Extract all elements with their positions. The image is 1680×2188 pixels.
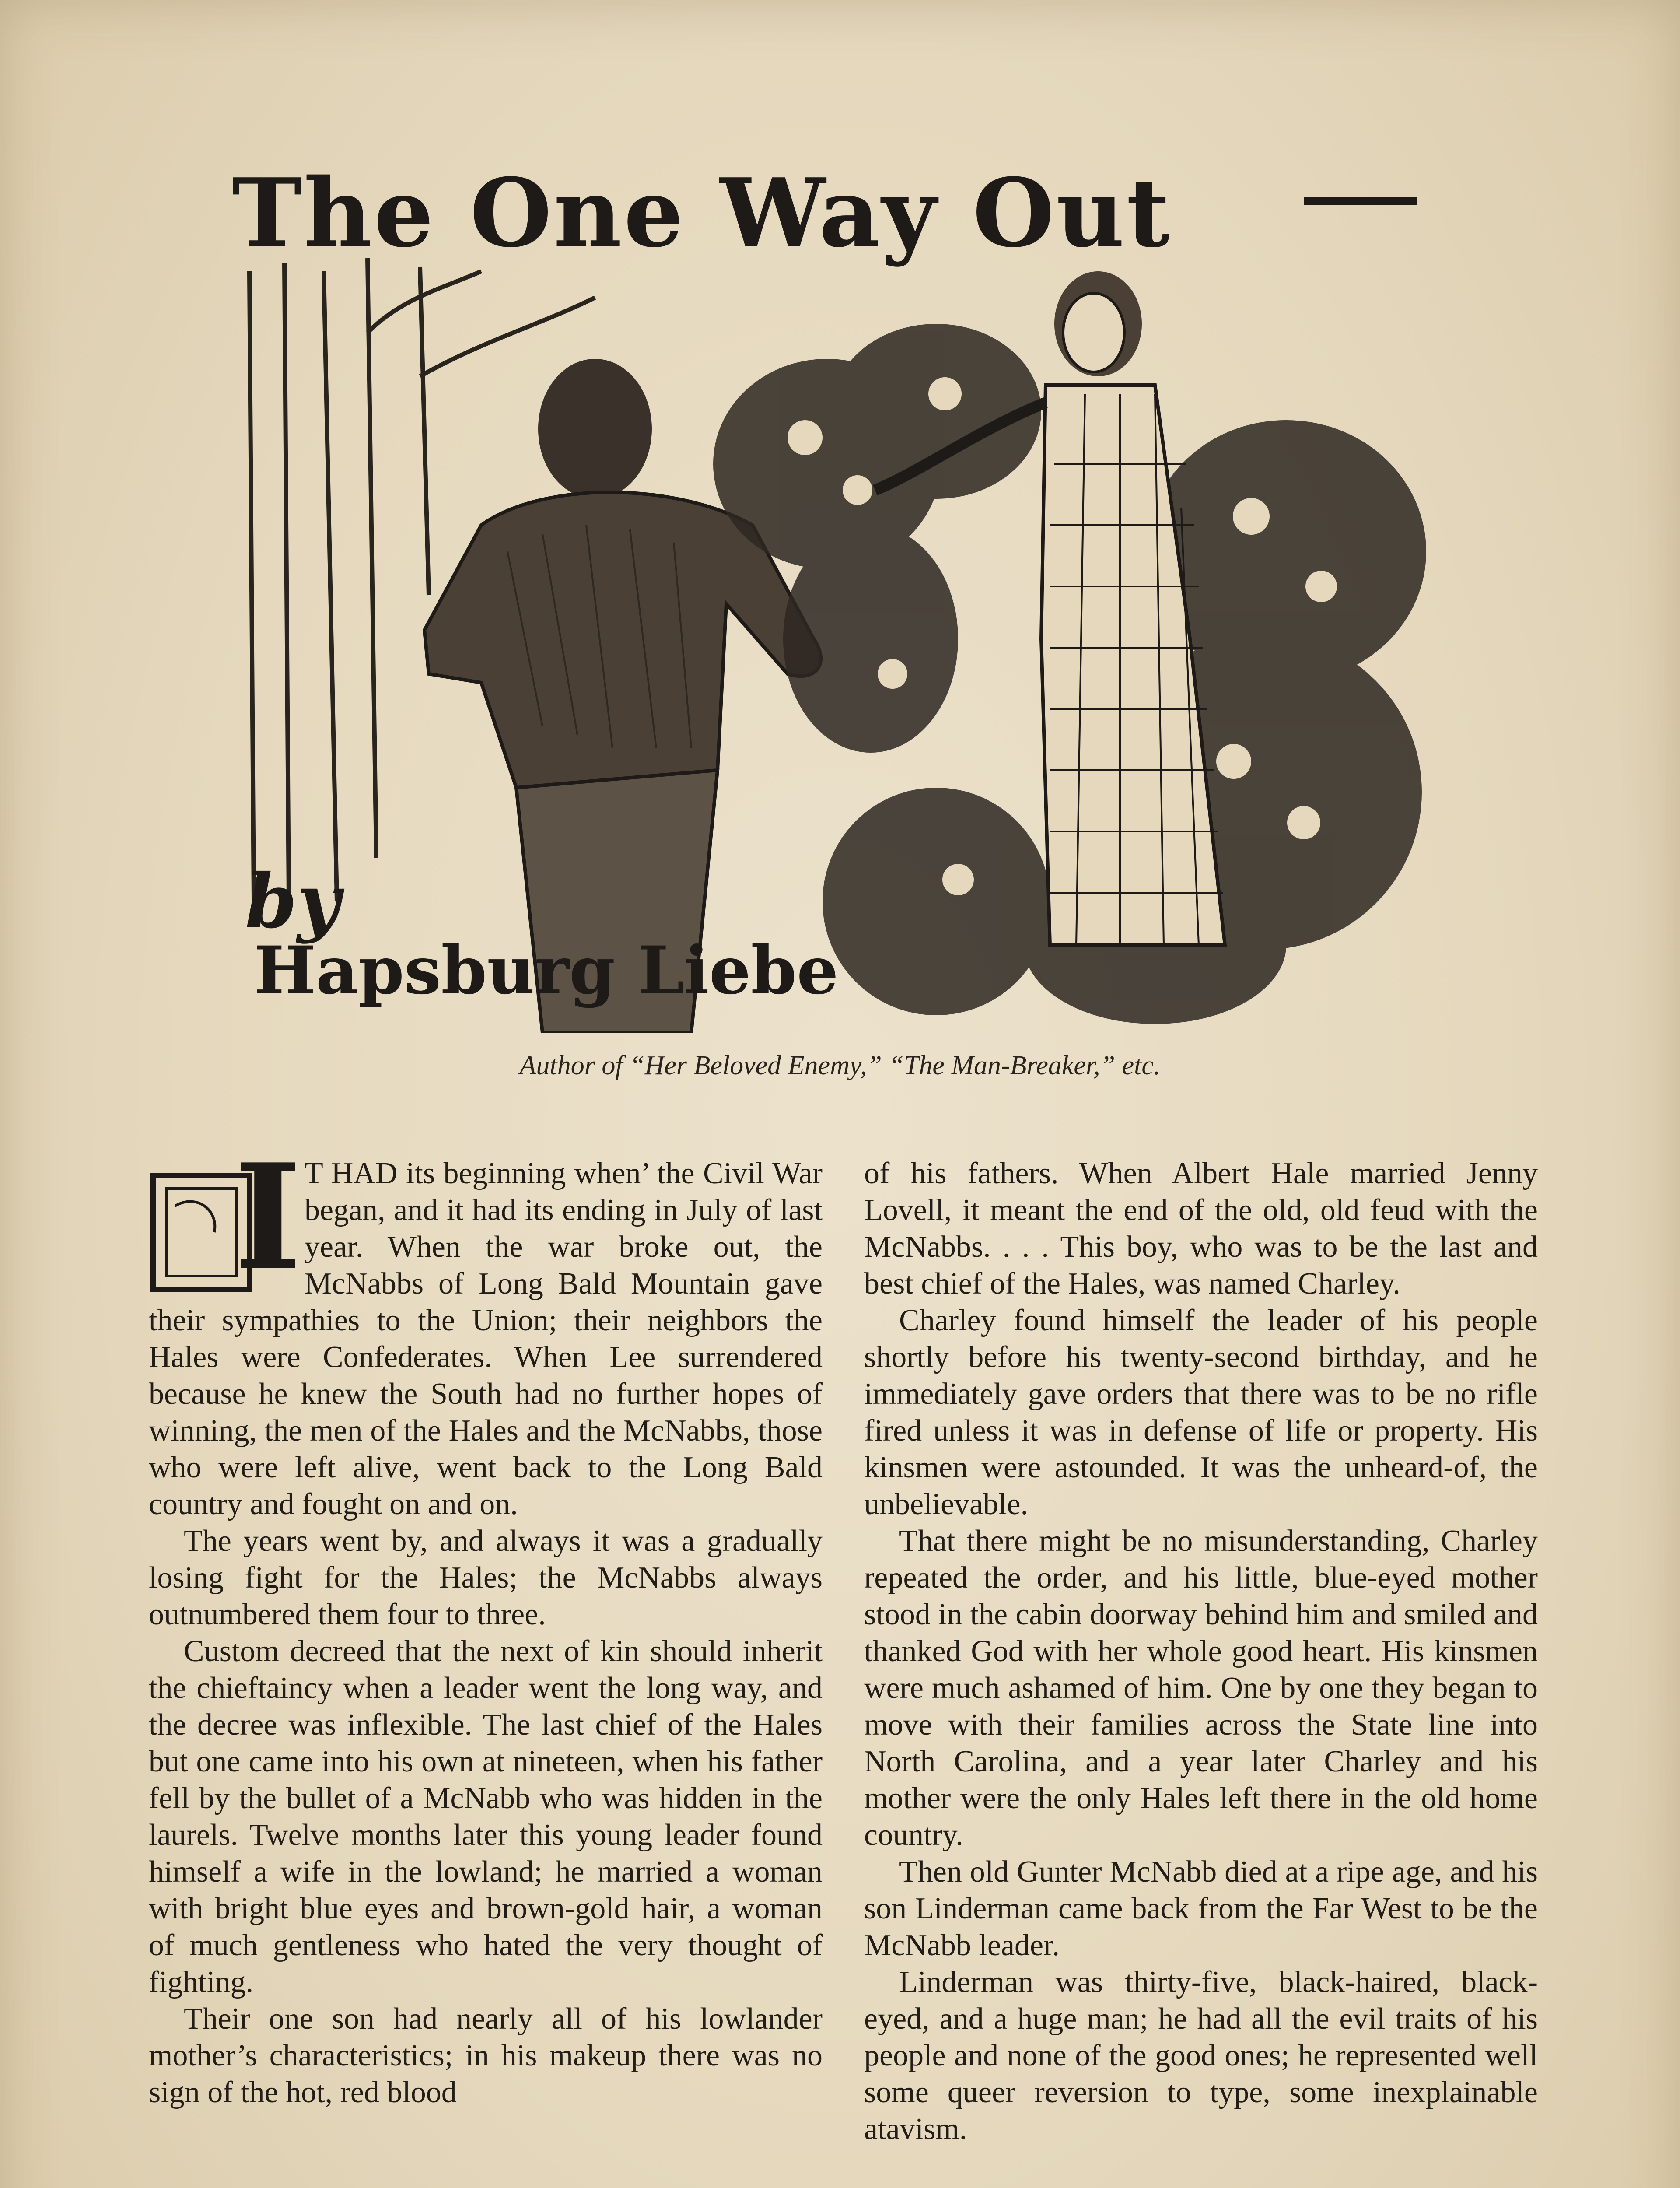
paragraph: Charley found himself the leader of his people shortly before his twenty-second birthday, and he immediately gave orders that there was to be no rifle fired unless it was in defense of life or property. His kinsmen were astounded. It was the unheard-of, the unbelievable. — [864, 1304, 1538, 1521]
paragraph-text: T HAD its beginning when’ the Civil War began, and it had its ending in July of last year. When the war broke out, the McNabbs of Long Bald Mountain gave their sympathies to the Union; their neighbors the Hales were Confederates. When Lee surrendered because he knew the South had no further hopes of winning, the men of the Hales and the McNabbs, those who were left alive, went back to the Long Bald country and fought on and on. — [149, 1157, 822, 1521]
tree-trunk — [284, 263, 289, 901]
paragraph: Then old Gunter McNabb died at a ripe age, and his son Linderman came back from the Far West to be the McNabb leader. — [864, 1855, 1538, 1962]
dropcap — [149, 1132, 302, 1302]
man-and-woman-in-laurel-woods-illustration — [236, 245, 1452, 1033]
paragraph: The years went by, and always it was a gradually losing fight for the Hales; the McNabbs always outnumbered them four to three. — [149, 1524, 822, 1631]
tree-branch — [368, 271, 481, 333]
tree-branch — [420, 298, 595, 376]
tree-trunk — [324, 271, 337, 901]
paragraph: of his fathers. When Albert Hale married Jenny Lovell, it meant the end of the old, old feud with the McNabbs. . . . This boy, who was to be the last and best chief of the Hales, was named Charley. — [864, 1157, 1538, 1301]
author-credits: Author of “Her Beloved Enemy,” “The Man-Breaker,” etc. — [519, 1051, 1161, 1080]
paragraph: That there might be no misunderstanding, Charley repeated the order, and his little, blue-eyed mother stood in the cabin doorway behind him and smiled and thanked God with her whole good heart. His kinsmen were much ashamed of him. One by one they began to move with their families across the State line into North Carolina, and a year later Charley and his mother were the only Hales left there in the old home country. — [864, 1524, 1538, 1852]
paragraph: Their one son had nearly all of his lowlander mother’s characteristics; in his makeup there was no sign of the hot, red blood — [149, 2002, 822, 2109]
author-name: Hapsburg Liebe — [254, 932, 839, 1009]
left-column — [149, 1132, 822, 2111]
dropcap-letter: I — [234, 1132, 302, 1302]
byline-by: by — [245, 858, 340, 945]
paragraph — [149, 1132, 822, 1523]
title-flourish — [1304, 197, 1418, 205]
paragraph: Custom decreed that the next of kin should inherit the chieftaincy when a leader went the long way, and the decree was inflexible. The last chief of the Hales but one came into his own at nineteen, when his father fell by the bullet of a McNabb who was hidden in the laurels. Twelve months later this young leader found himself a wife in the lowland; he married a woman with bright blue eyes and brown-gold hair, a woman of much gentleness who hated the very thought of fighting. — [149, 1634, 822, 1999]
tree-trunk — [420, 267, 429, 595]
tree-trunk — [249, 271, 254, 901]
right-column — [864, 1155, 1538, 2148]
tree-trunk — [368, 258, 376, 858]
paragraph: Linderman was thirty-five, black-haired, black-eyed, and a huge man; he had all the evil traits of his people and none of the good ones; he represented well some queer reversion to type, some inexplainable atavism. — [864, 1965, 1538, 2146]
story-title: The One Way Out — [232, 158, 1172, 268]
